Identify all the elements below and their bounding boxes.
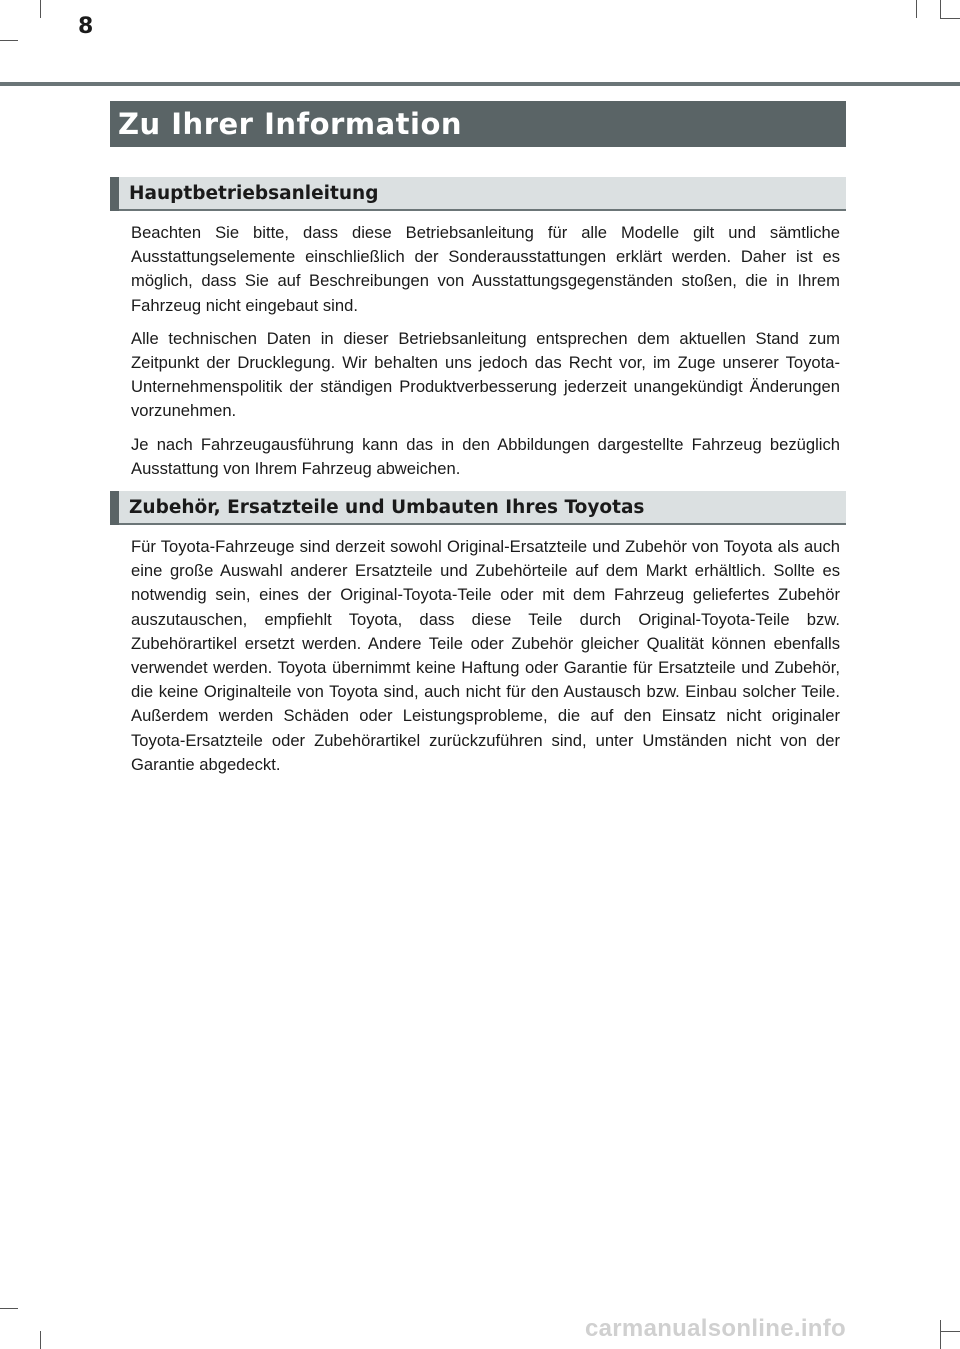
paragraph: Beachten Sie bitte, dass diese Betriebsanleitung für alle Modelle gilt und sämtliche Ausstattungselemente einschließlich der Sonderausstattungen erklärt werden. Daher ist es möglich, dass Sie auf Beschreibungen von Ausstattungsgegenständen stoßen, die in Ihrem Fahrzeug nicht eingebaut sind.	[131, 223, 840, 315]
chapter-header	[110, 101, 846, 147]
crop-mark	[40, 1331, 41, 1349]
crop-mark	[940, 1331, 960, 1332]
crop-mark	[940, 1320, 941, 1349]
crop-mark	[940, 18, 960, 19]
header-rule	[0, 82, 960, 86]
paragraph: Je nach Fahrzeugausführung kann das in den Abbildungen dargestellte Fahrzeug bezüglich Ausstattung von Ihrem Fahrzeug abweichen.	[131, 434, 840, 478]
section-accent	[110, 177, 119, 211]
paragraph: Alle technischen Daten in dieser Betriebsanleitung entsprechen dem aktuellen Stand zum Zeitpunkt der Drucklegung. Wir behalten uns jedoch das Recht vor, im Zuge unserer Toyota-Unternehmenspolitik der ständigen Produktverbesserung jederzeit unangekündigt Änderungen vorzunehmen.	[131, 328, 840, 421]
section-body-accessories	[131, 535, 840, 786]
chapter-title: Zu Ihrer Information	[118, 107, 463, 141]
crop-mark	[0, 40, 18, 41]
section-accent	[110, 491, 119, 525]
section-heading: Zubehör, Ersatzteile und Umbauten Ihres Toyotas	[129, 497, 645, 518]
crop-mark	[940, 0, 941, 18]
page-number: 8	[78, 14, 94, 39]
crop-mark	[916, 0, 917, 18]
section-header-main-manual	[110, 177, 846, 211]
crop-mark	[40, 0, 41, 18]
paragraph: Für Toyota-Fahrzeuge sind derzeit sowohl Original-Ersatzteile und Zubehör von Toyota als auch eine große Auswahl anderer Ersatzteile und Zubehörteile auf dem Markt erhältlich. Sollte es notwendig sein, eines der Original-Toyota-Teile oder mit dem Fahrzeug geliefertes Zubehör auszutauschen, empfiehlt Toyota, dass diese Teile durch Original-Toyota-Teile bzw. Zubehörartikel ersetzt werden. Andere Teile oder Zubehör gleicher Qualität können ebenfalls verwendet werden. Toyota übernimmt keine Haftung oder Garantie für Ersatzteile und Zubehör, die keine Originalteile von Toyota sind, auch nicht für den Austausch bzw. Einbau solcher Teile. Außerdem werden Schäden oder Leistungsprobleme, die auf den Einsatz nicht originaler Toyota-Ersatzteile oder Zubehörartikel zurückzuführen sind, unter Umständen nicht von der Garantie abgedeckt.	[131, 537, 840, 774]
section-heading: Hauptbetriebsanleitung	[129, 183, 379, 204]
watermark: carmanualsonline.info	[585, 1315, 847, 1342]
section-header-accessories	[110, 491, 846, 525]
section-body-main-manual	[131, 221, 840, 490]
crop-mark	[0, 1308, 18, 1309]
